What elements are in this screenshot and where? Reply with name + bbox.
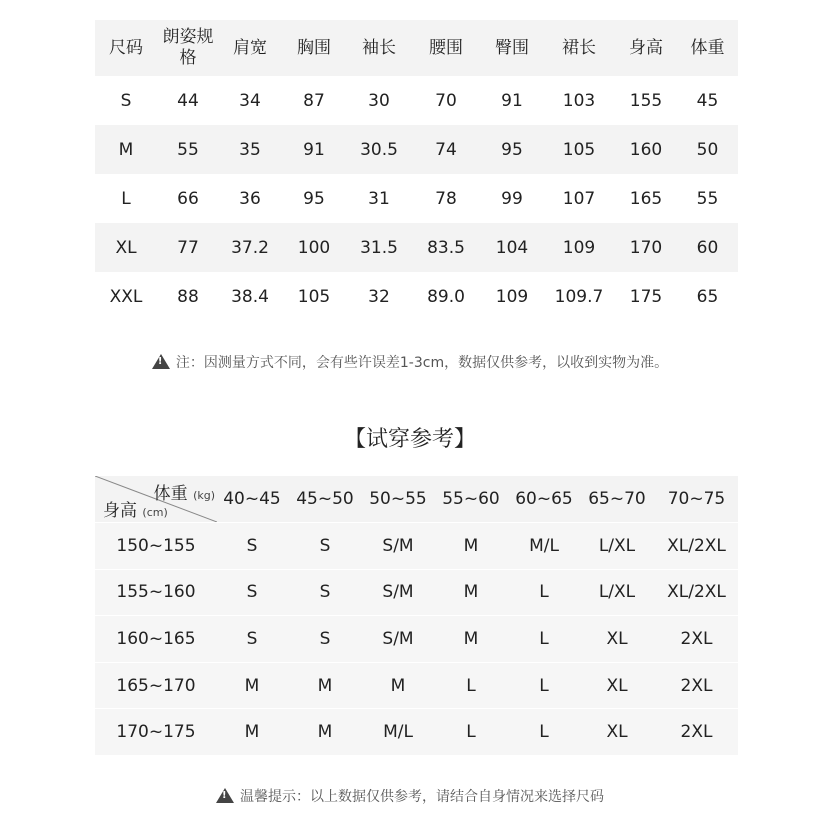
cell: 165 xyxy=(629,188,663,209)
cell: M xyxy=(217,709,287,756)
header-cell: 身高 xyxy=(629,37,663,58)
cell: S xyxy=(217,569,287,616)
cell: 89.0 xyxy=(427,286,465,307)
size-chart-table xyxy=(95,20,738,321)
cell: M xyxy=(433,523,509,570)
header-cell: 肩宽 xyxy=(233,37,267,58)
measurement-note-text: 注：因测量方式不同，会有些许误差1-3cm，数据仅供参考，以收到实物为准。 xyxy=(175,355,669,371)
cell: L/XL xyxy=(579,523,655,570)
cell: S/M xyxy=(363,523,433,570)
cell: 99 xyxy=(501,188,523,209)
cell: 31.5 xyxy=(360,237,398,258)
cell: 2XL xyxy=(655,662,738,709)
cell: XL/2XL xyxy=(655,523,738,570)
weight-range-cell: 55~60 xyxy=(442,489,500,509)
cell: S xyxy=(120,90,132,111)
header-line2: 格 xyxy=(179,48,197,68)
fit-row xyxy=(95,662,738,709)
cell: 175 xyxy=(629,286,663,307)
fit-row xyxy=(95,569,738,616)
warning-icon xyxy=(152,354,170,369)
cell: 104 xyxy=(495,237,529,258)
size-row-xxl xyxy=(95,272,738,321)
size-row-m xyxy=(95,125,738,174)
cell: 109 xyxy=(495,286,529,307)
cell: L xyxy=(121,188,131,209)
fit-header-row xyxy=(95,476,738,523)
header-line1: 朗姿规 xyxy=(162,27,214,47)
cell: S/M xyxy=(363,616,433,663)
cell: 35 xyxy=(239,139,261,160)
cell: 107 xyxy=(562,188,596,209)
height-range-cell: 155~160 xyxy=(95,569,217,616)
cell: 160 xyxy=(629,139,663,160)
height-range-cell: 170~175 xyxy=(95,709,217,756)
cell: 78 xyxy=(435,188,457,209)
cell: 50 xyxy=(696,139,719,160)
tip-note-text: 温馨提示：以上数据仅供参考，请结合自身情况来选择尺码 xyxy=(240,789,604,805)
cell: M xyxy=(287,662,363,709)
corner-height-text: 身高 xyxy=(103,501,137,521)
height-range-cell: 160~165 xyxy=(95,616,217,663)
cell: 74 xyxy=(435,139,457,160)
size-chart-header-row xyxy=(95,20,738,76)
cell: 37.2 xyxy=(231,237,269,258)
header-cell: 胸围 xyxy=(297,37,331,58)
cell: 31 xyxy=(368,188,390,209)
corner-height-label xyxy=(103,496,168,521)
cell: 60 xyxy=(696,237,719,258)
cell: XXL xyxy=(109,286,143,307)
header-cell: 裙长 xyxy=(562,37,596,58)
weight-range-cell: 60~65 xyxy=(515,489,573,509)
measurement-note xyxy=(0,352,820,372)
size-row-xl xyxy=(95,223,738,272)
cell: L xyxy=(509,709,579,756)
cell: 103 xyxy=(562,90,596,111)
cell: S xyxy=(287,616,363,663)
section-title: 【试穿参考】 xyxy=(343,427,476,452)
cell: M xyxy=(433,569,509,616)
cell: 91 xyxy=(501,90,523,111)
cell: 30.5 xyxy=(360,139,398,160)
cell: 34 xyxy=(239,90,261,111)
cell: S xyxy=(217,523,287,570)
cell: 105 xyxy=(297,286,331,307)
cell: 155 xyxy=(629,90,663,111)
cell: 55 xyxy=(696,188,719,209)
cell: S xyxy=(287,523,363,570)
cell: 38.4 xyxy=(231,286,269,307)
cell: L xyxy=(509,616,579,663)
cell: 95 xyxy=(501,139,523,160)
fit-reference-table xyxy=(95,476,738,755)
weight-range-cell: 70~75 xyxy=(667,489,726,509)
height-range-cell: 150~155 xyxy=(95,523,217,570)
cell: 91 xyxy=(303,139,325,160)
header-cell: 臀围 xyxy=(495,37,529,58)
cell: M/L xyxy=(363,709,433,756)
cell: 45 xyxy=(696,90,719,111)
header-cell: 尺码 xyxy=(109,37,143,58)
cell: XL xyxy=(115,237,137,258)
size-row-s xyxy=(95,76,738,125)
cell: 36 xyxy=(239,188,261,209)
corner-height-unit: (cm) xyxy=(142,506,168,519)
cell: S xyxy=(287,569,363,616)
cell: M xyxy=(287,709,363,756)
cell: 2XL xyxy=(655,709,738,756)
warning-icon xyxy=(216,788,234,803)
cell: 55 xyxy=(177,139,199,160)
cell: L xyxy=(509,662,579,709)
cell: L/XL xyxy=(579,569,655,616)
corner-weight-unit: (kg) xyxy=(193,489,215,502)
cell: XL xyxy=(579,616,655,663)
header-cell xyxy=(157,20,219,76)
header-cell: 袖长 xyxy=(362,37,396,58)
cell: 2XL xyxy=(655,616,738,663)
weight-range-cell: 65~70 xyxy=(588,489,646,509)
fit-row xyxy=(95,616,738,663)
cell: 88 xyxy=(177,286,199,307)
cell: L xyxy=(433,662,509,709)
header-cell: 腰围 xyxy=(429,37,463,58)
header-cell: 体重 xyxy=(690,37,725,58)
corner-weight-text: 体重 xyxy=(153,484,188,504)
cell: XL xyxy=(579,662,655,709)
cell: 95 xyxy=(303,188,325,209)
height-range-cell: 165~170 xyxy=(95,662,217,709)
cell: L xyxy=(509,569,579,616)
cell: 87 xyxy=(303,90,325,111)
cell: 32 xyxy=(368,286,390,307)
weight-range-cell: 45~50 xyxy=(296,489,354,509)
cell: S/M xyxy=(363,569,433,616)
cell: M xyxy=(118,139,134,160)
cell: 109 xyxy=(562,237,596,258)
size-row-l xyxy=(95,174,738,223)
fit-row xyxy=(95,523,738,570)
cell: XL/2XL xyxy=(655,569,738,616)
cell: 65 xyxy=(696,286,719,307)
cell: M xyxy=(363,662,433,709)
cell: M/L xyxy=(509,523,579,570)
cell: 66 xyxy=(177,188,199,209)
cell: 83.5 xyxy=(427,237,465,258)
tip-note xyxy=(0,786,820,806)
cell: 30 xyxy=(368,90,390,111)
cell: M xyxy=(217,662,287,709)
cell: 109.7 xyxy=(554,286,604,307)
cell: 105 xyxy=(562,139,596,160)
corner-cell xyxy=(95,476,217,523)
weight-range-cell: 50~55 xyxy=(369,489,427,509)
cell: 70 xyxy=(435,90,457,111)
cell: 100 xyxy=(297,237,331,258)
cell: XL xyxy=(579,709,655,756)
cell: L xyxy=(433,709,509,756)
cell: 77 xyxy=(177,237,199,258)
fit-row xyxy=(95,709,738,756)
cell: 170 xyxy=(629,237,663,258)
cell: S xyxy=(217,616,287,663)
weight-range-cell: 40~45 xyxy=(223,489,281,509)
cell: M xyxy=(433,616,509,663)
cell: 44 xyxy=(177,90,199,111)
